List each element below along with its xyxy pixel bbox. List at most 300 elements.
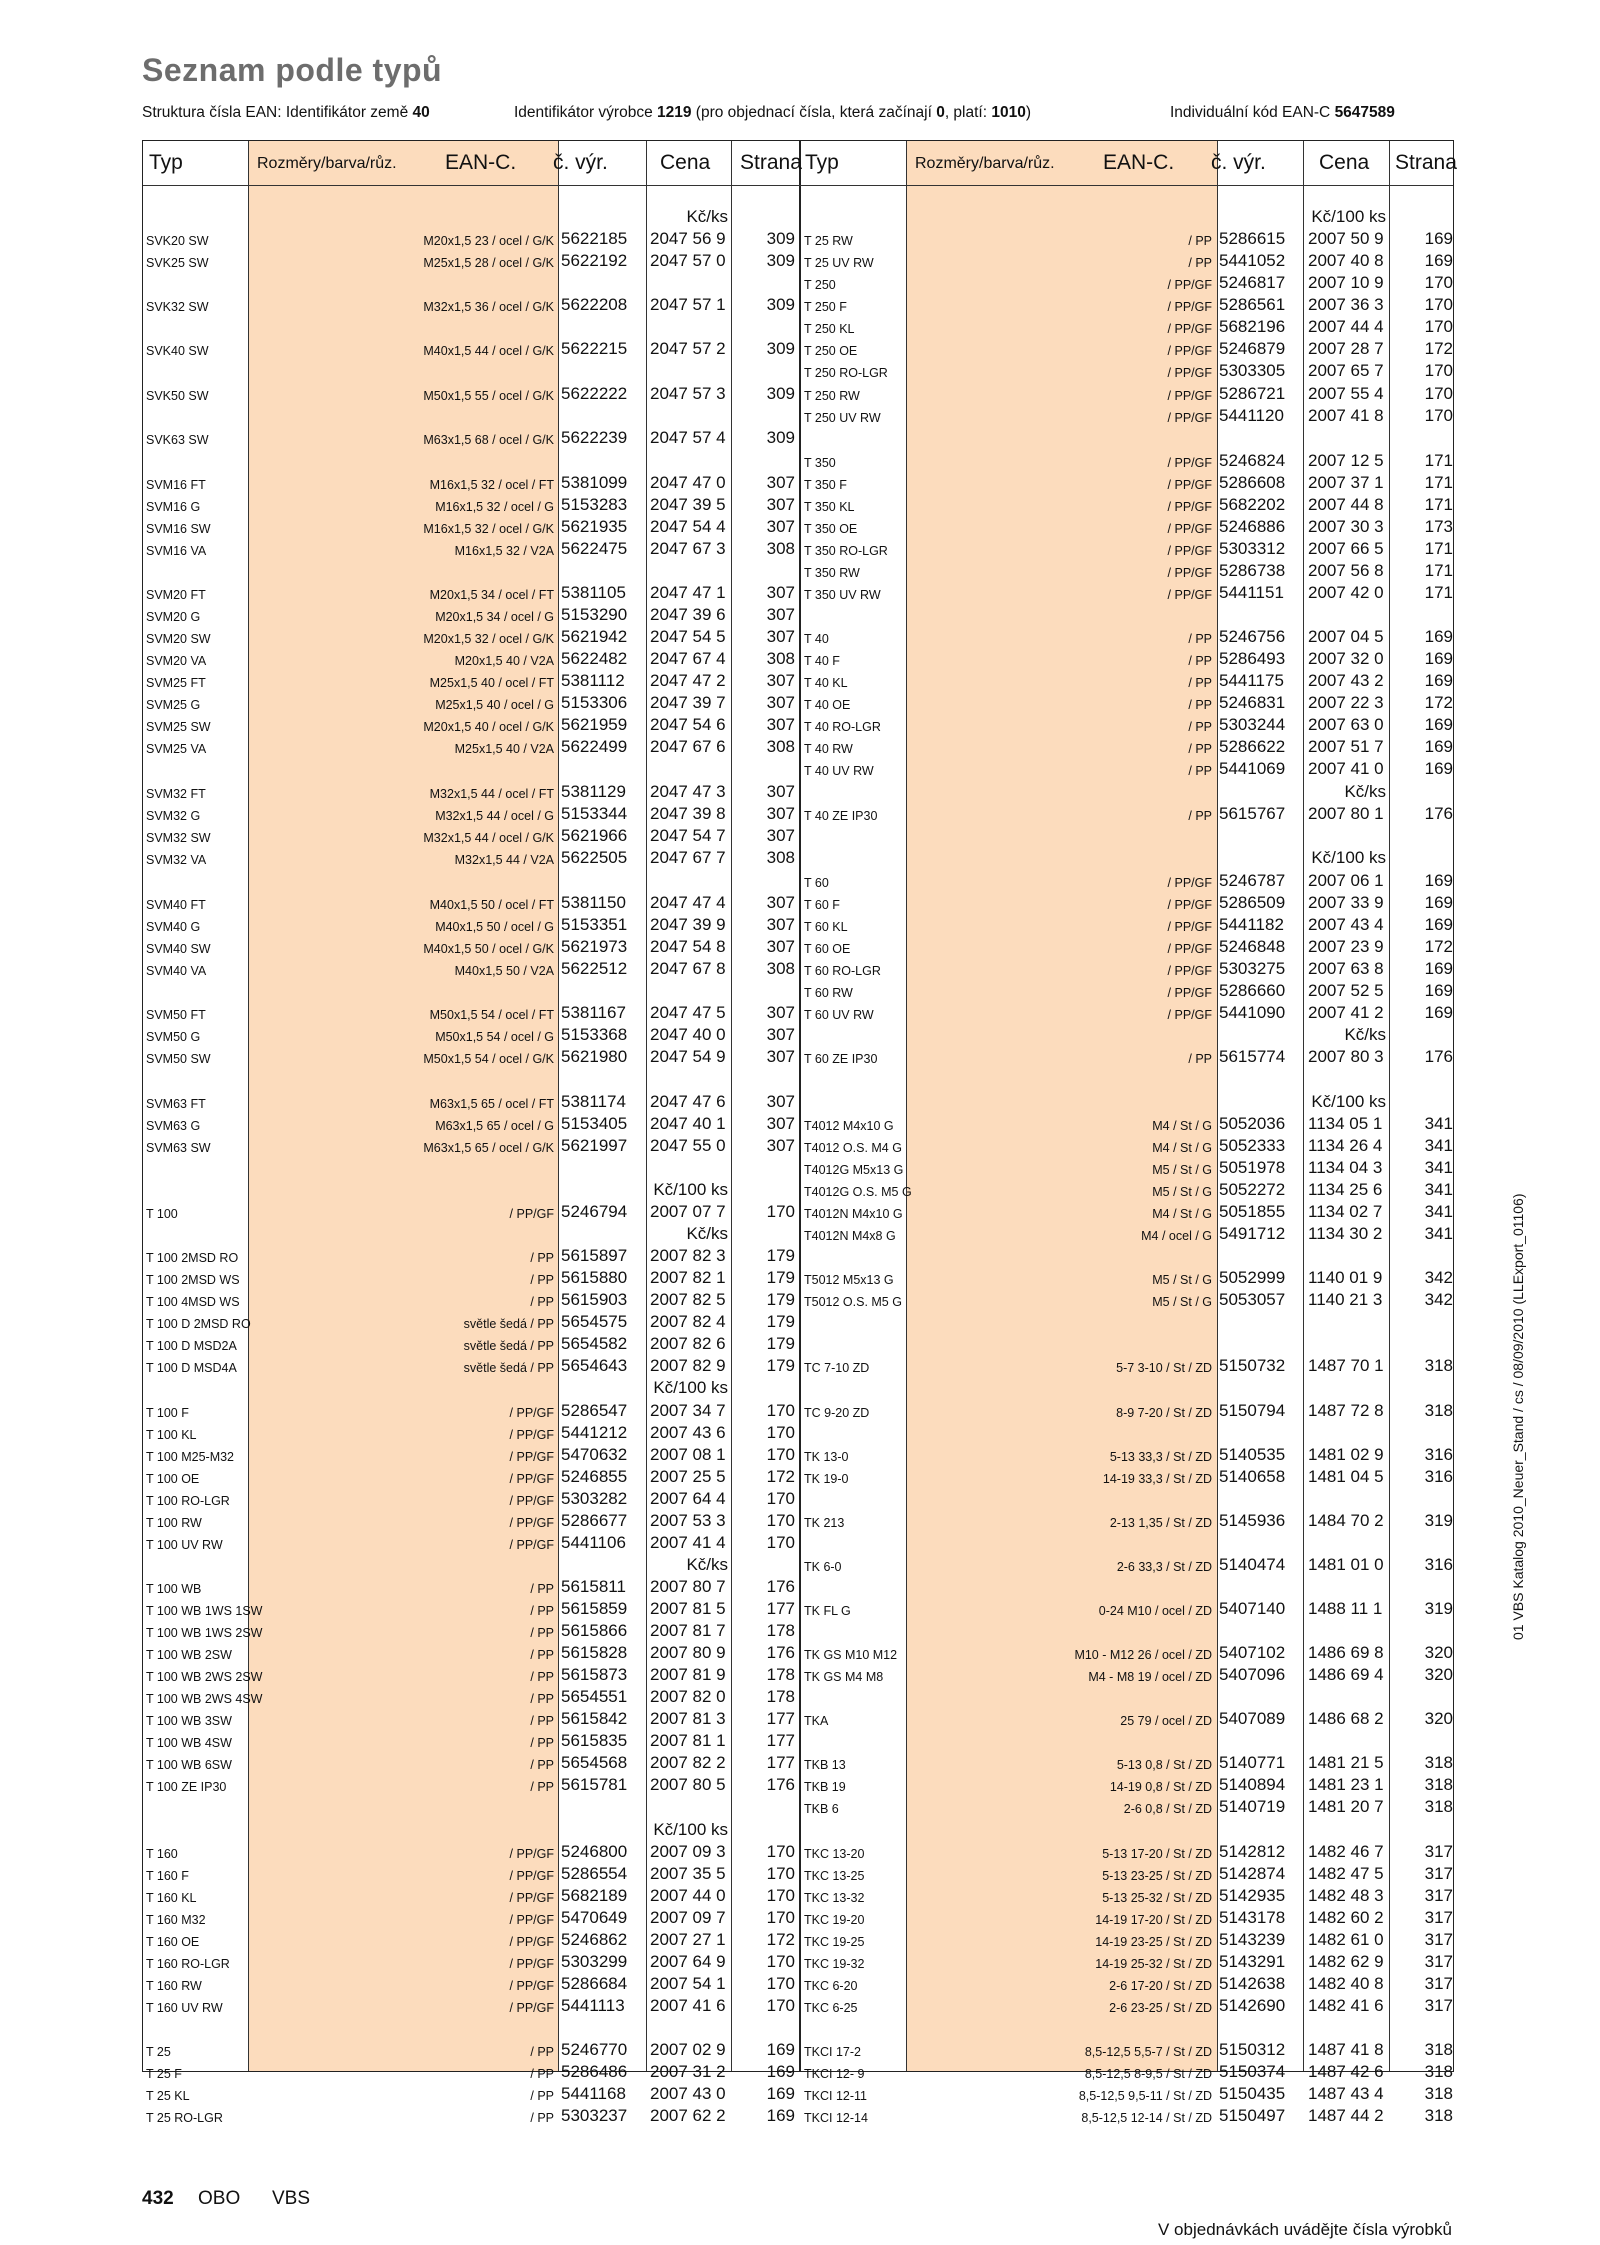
type-code: SVM16 VA [146, 543, 207, 558]
dimensions: / PP [1188, 631, 1212, 646]
catalog-page: 341 [1424, 1224, 1453, 1243]
catalog-page: 170 [1424, 361, 1453, 380]
catalog-page: 319 [1424, 1599, 1453, 1618]
brand-obo: OBO [198, 2188, 241, 2209]
article-number: 2047 39 8 [650, 804, 726, 823]
ean-structure-country: Struktura čísla EAN: Identifikátor země 40 [142, 104, 430, 121]
type-code: SVM32 VA [146, 852, 207, 867]
ean-code: 5407089 [1219, 1709, 1286, 1728]
dimensions: / PP/GF [1167, 565, 1212, 580]
catalog-page: 170 [766, 1533, 795, 1552]
article-number: 2007 43 4 [1308, 915, 1384, 934]
ean-code: 5153368 [561, 1025, 628, 1044]
article-number: 2007 41 6 [650, 1996, 726, 2015]
ean-code: 5140771 [1219, 1753, 1286, 1772]
catalog-page: 307 [766, 1025, 795, 1044]
dimensions: M32x1,5 44 / ocel / G/K [423, 830, 554, 845]
dimensions: / PP [530, 1294, 554, 1309]
dimensions: M5 / St / G [1152, 1294, 1212, 1309]
catalog-page: 169 [1424, 627, 1453, 646]
article-number: 1482 48 3 [1308, 1886, 1384, 1905]
price-unit: Kč/100 ks [653, 1180, 728, 1199]
catalog-page: 318 [1424, 2106, 1453, 2125]
type-code: SVM16 G [146, 499, 201, 514]
article-number: 2047 67 4 [650, 649, 726, 668]
dimensions: M25x1,5 40 / V2A [454, 741, 554, 756]
ean-code: 5246794 [561, 1202, 628, 1221]
header-strana-right: Strana [1395, 151, 1457, 174]
article-number: 1481 20 7 [1308, 1797, 1384, 1816]
header-ean-left: EAN-C. [445, 151, 517, 174]
article-number: 1134 25 6 [1308, 1180, 1383, 1199]
catalog-page: 169 [1424, 251, 1453, 270]
dimensions: M4 / St / G [1152, 1140, 1212, 1155]
type-code: TKB 19 [804, 1779, 846, 1794]
catalog-page: 307 [766, 782, 795, 801]
ean-code: 5621966 [561, 826, 628, 845]
article-number: 2047 54 5 [650, 627, 726, 646]
type-code: T 25 RO-LGR [146, 2110, 223, 2125]
ean-code: 5246886 [1219, 517, 1286, 536]
ean-code: 5381129 [561, 782, 626, 801]
type-code: T 100 WB 1WS 2SW [146, 1625, 263, 1640]
ean-code: 5654575 [561, 1312, 628, 1331]
dimensions: M32x1,5 36 / ocel / G/K [423, 299, 554, 314]
price-unit: Kč/ks [686, 207, 728, 226]
type-code: T 60 OE [804, 941, 851, 956]
article-number: 2047 57 2 [650, 339, 726, 358]
ean-code: 5381167 [561, 1003, 626, 1022]
dimensions: 14-19 23-25 / St / ZD [1095, 1934, 1212, 1949]
article-number: 1487 72 8 [1308, 1401, 1384, 1420]
article-number: 2007 07 7 [650, 1202, 726, 1221]
catalog-page: 318 [1424, 1401, 1453, 1420]
ean-code: 5654582 [561, 1334, 628, 1353]
article-number: 2047 39 6 [650, 605, 726, 624]
ean-code: 5654568 [561, 1753, 628, 1772]
ean-code: 5615880 [561, 1268, 628, 1287]
catalog-page: 171 [1424, 539, 1453, 558]
catalog-page: 341 [1424, 1202, 1453, 1221]
catalog-page: 170 [766, 1511, 795, 1530]
catalog-page: 171 [1424, 451, 1453, 470]
article-number: 2007 82 1 [650, 1268, 726, 1287]
catalog-page: 316 [1424, 1555, 1453, 1574]
ean-code: 5621935 [561, 517, 628, 536]
ean-code: 5153351 [561, 915, 628, 934]
ean-code: 5407096 [1219, 1665, 1286, 1684]
dimensions: / PP/GF [1167, 321, 1212, 336]
article-number: 2047 67 6 [650, 737, 726, 756]
article-number: 2047 67 3 [650, 539, 726, 558]
dimensions: / PP [1188, 741, 1212, 756]
catalog-page: 176 [766, 1775, 795, 1794]
type-code: T5012 M5x13 G [804, 1272, 894, 1287]
dimensions: / PP/GF [509, 1515, 554, 1530]
type-code: T 250 OE [804, 343, 858, 358]
article-number: 2007 08 1 [650, 1445, 726, 1464]
ean-code: 5286721 [1219, 384, 1286, 403]
type-code: T 250 UV RW [804, 410, 881, 425]
catalog-page: 170 [766, 1401, 795, 1420]
article-number: 2047 47 2 [650, 671, 726, 690]
type-code: T 250 RO-LGR [804, 365, 888, 380]
ean-code: 5246862 [561, 1930, 628, 1949]
catalog-page: 307 [766, 627, 795, 646]
type-code: T 250 RW [804, 388, 860, 403]
type-code: T 100 F [146, 1405, 189, 1420]
dimensions: M4 / ocel / G [1141, 1228, 1212, 1243]
dimensions: / PP [530, 1625, 554, 1640]
article-number: 2047 57 4 [650, 428, 726, 447]
catalog-page: 316 [1424, 1467, 1453, 1486]
type-code: T 25 UV RW [804, 255, 874, 270]
type-code: T 100 WB 6SW [146, 1757, 232, 1772]
dimensions: M20x1,5 40 / V2A [454, 653, 554, 668]
dimensions: / PP [530, 1713, 554, 1728]
ean-code: 5150312 [1219, 2040, 1286, 2059]
header-vyr-right: č. výr. [1211, 151, 1266, 174]
ean-code: 5145936 [1219, 1511, 1286, 1530]
dimensions: / PP/GF [509, 1978, 554, 1993]
article-number: 2007 34 7 [650, 1401, 726, 1420]
ean-code: 5622512 [561, 959, 628, 978]
header-cena-right: Cena [1319, 151, 1370, 174]
dimensions: / PP/GF [509, 1956, 554, 1971]
type-code: TK GS M10 M12 [804, 1647, 898, 1662]
ean-code: 5441151 [1219, 583, 1284, 602]
ean-code: 5153306 [561, 693, 628, 712]
article-number: 1488 11 1 [1308, 1599, 1383, 1618]
type-code: SVM40 G [146, 919, 201, 934]
ean-code: 5622505 [561, 848, 628, 867]
type-code: TKC 13-20 [804, 1846, 865, 1861]
article-number: 2007 80 7 [650, 1577, 726, 1596]
catalog-page: 172 [766, 1467, 795, 1486]
ean-code: 5286554 [561, 1864, 628, 1883]
ean-code: 5286493 [1219, 649, 1286, 668]
catalog-page: 342 [1424, 1268, 1453, 1287]
ean-code: 5615842 [561, 1709, 628, 1728]
ean-code: 5286509 [1219, 893, 1286, 912]
type-code: TKC 19-25 [804, 1934, 865, 1949]
ean-code: 5622499 [561, 737, 628, 756]
ean-code: 5682189 [561, 1886, 628, 1905]
article-number: 2007 09 3 [650, 1842, 726, 1861]
article-number: 2007 44 4 [1308, 317, 1384, 336]
catalog-page: 176 [1424, 804, 1453, 823]
article-number: 2047 47 4 [650, 893, 726, 912]
ean-code: 5286660 [1219, 981, 1286, 1000]
dimensions: / PP/GF [1167, 587, 1212, 602]
article-number: 1482 41 6 [1308, 1996, 1384, 2015]
article-number: 1481 01 0 [1308, 1555, 1384, 1574]
article-number: 2007 27 1 [650, 1930, 726, 1949]
ean-code: 5441120 [1219, 406, 1284, 425]
ean-code: 5621959 [561, 715, 628, 734]
dimensions: M5 / St / G [1152, 1184, 1212, 1199]
dimensions: 8,5-12,5 8-9,5 / St / ZD [1084, 2066, 1212, 2081]
type-code: T 160 F [146, 1868, 189, 1883]
dimensions: M4 / St / G [1152, 1206, 1212, 1221]
catalog-page: 317 [1424, 1952, 1453, 1971]
type-code: TKC 13-32 [804, 1890, 865, 1905]
type-code: T 40 RO-LGR [804, 719, 881, 734]
catalog-page: 178 [766, 1687, 795, 1706]
catalog-page: 307 [766, 473, 795, 492]
type-code: SVM63 SW [146, 1140, 211, 1155]
type-code: T 100 OE [146, 1471, 200, 1486]
article-number: 2007 54 1 [650, 1974, 726, 1993]
article-number: 2007 06 1 [1308, 871, 1384, 890]
ean-code: 5150435 [1219, 2084, 1286, 2103]
article-number: 1487 42 6 [1308, 2062, 1384, 2081]
article-number: 2007 81 1 [650, 1731, 726, 1750]
dimensions: / PP [530, 2066, 554, 2081]
ean-code: 5142812 [1219, 1842, 1286, 1861]
catalog-page: 307 [766, 1114, 795, 1133]
type-code: T 160 RW [146, 1978, 202, 1993]
dimensions: / PP/GF [1167, 365, 1212, 380]
type-code: SVM32 FT [146, 786, 206, 801]
article-number: 2047 47 3 [650, 782, 726, 801]
type-code: T 100 WB 4SW [146, 1735, 232, 1750]
dimensions: M40x1,5 50 / V2A [454, 963, 554, 978]
article-number: 2007 41 0 [1308, 759, 1384, 778]
header-typ-right: Typ [805, 151, 839, 174]
article-number: 2047 67 7 [650, 848, 726, 867]
article-number: 2047 39 7 [650, 693, 726, 712]
dimensions: / PP/GF [1167, 875, 1212, 890]
dimensions: / PP/GF [509, 2000, 554, 2015]
article-number: 2007 28 7 [1308, 339, 1384, 358]
dimensions: / PP [530, 1779, 554, 1794]
ean-code: 5441106 [561, 1533, 626, 1552]
ean-code: 5441090 [1219, 1003, 1286, 1022]
ean-code: 5615903 [561, 1290, 628, 1309]
type-code: T 350 UV RW [804, 587, 881, 602]
dimensions: M16x1,5 32 / ocel / G [435, 499, 554, 514]
ean-code: 5153405 [561, 1114, 628, 1133]
ean-code: 5441182 [1219, 915, 1284, 934]
price-unit: Kč/ks [1344, 782, 1386, 801]
ean-code: 5682202 [1219, 495, 1286, 514]
ean-code: 5246824 [1219, 451, 1286, 470]
catalog-page: 307 [766, 715, 795, 734]
ean-code: 5615767 [1219, 804, 1286, 823]
article-number: 2007 51 7 [1308, 737, 1384, 756]
ean-code: 5381105 [561, 583, 626, 602]
article-number: 2007 82 4 [650, 1312, 726, 1331]
ean-code: 5142690 [1219, 1996, 1286, 2015]
type-code: SVK25 SW [146, 255, 209, 270]
catalog-page: 172 [1424, 937, 1453, 956]
ean-code: 5153344 [561, 804, 628, 823]
ean-code: 5286738 [1219, 561, 1286, 580]
catalog-page: 317 [1424, 1996, 1453, 2015]
ean-code: 5470649 [561, 1908, 628, 1927]
article-number: 1134 04 3 [1308, 1158, 1383, 1177]
price-unit: Kč/100 ks [1311, 207, 1386, 226]
ean-code: 5246800 [561, 1842, 628, 1861]
catalog-page: 171 [1424, 473, 1453, 492]
type-code: T 160 OE [146, 1934, 200, 1949]
article-number: 2007 82 6 [650, 1334, 726, 1353]
article-number: 2007 23 9 [1308, 937, 1384, 956]
ean-code: 5140719 [1219, 1797, 1286, 1816]
article-number: 2007 81 5 [650, 1599, 726, 1618]
dimensions: / PP [1188, 653, 1212, 668]
catalog-page: 176 [766, 1643, 795, 1662]
dimensions: M32x1,5 44 / ocel / G [435, 808, 554, 823]
ean-code: 5303305 [1219, 361, 1286, 380]
ean-code: 5142935 [1219, 1886, 1286, 1905]
dimensions: / PP [530, 1250, 554, 1265]
type-code: T 100 UV RW [146, 1537, 223, 1552]
catalog-page: 170 [766, 1886, 795, 1905]
ean-code: 5654643 [561, 1356, 628, 1375]
type-code: T 100 WB 3SW [146, 1713, 232, 1728]
type-code: SVM25 G [146, 697, 201, 712]
ean-code: 5441212 [561, 1423, 628, 1442]
type-code: TKA [804, 1713, 829, 1728]
ean-code: 5622215 [561, 339, 628, 358]
catalog-page: 308 [766, 737, 795, 756]
catalog-page: 309 [766, 229, 795, 248]
type-code: T 60 KL [804, 919, 848, 934]
catalog-page: 169 [1424, 671, 1453, 690]
catalog-page: 308 [766, 848, 795, 867]
article-number: 2007 82 5 [650, 1290, 726, 1309]
dimensions: 2-13 1,35 / St / ZD [1109, 1515, 1212, 1530]
article-number: 2047 57 0 [650, 251, 726, 270]
catalog-page: 170 [1424, 273, 1453, 292]
ean-code: 5622239 [561, 428, 628, 447]
ean-code: 5622192 [561, 251, 628, 270]
type-code: T 60 [804, 875, 829, 890]
dimensions: 8-9 7-20 / St / ZD [1116, 1405, 1212, 1420]
type-code: TKC 6-25 [804, 2000, 858, 2015]
ean-code: 5143291 [1219, 1952, 1286, 1971]
catalog-page: 309 [766, 251, 795, 270]
ean-code: 5246787 [1219, 871, 1286, 890]
article-number: 2007 66 5 [1308, 539, 1384, 558]
article-number: 2047 39 9 [650, 915, 726, 934]
ean-code: 5441175 [1219, 671, 1284, 690]
type-code: TKCI 12-14 [804, 2110, 868, 2125]
ean-code: 5246770 [561, 2040, 628, 2059]
type-code: T 250 [804, 277, 836, 292]
article-number: 1487 70 1 [1308, 1356, 1384, 1375]
catalog-page: 172 [766, 1930, 795, 1949]
type-code: T 25 RW [804, 233, 853, 248]
ean-code: 5622475 [561, 539, 628, 558]
dimensions: 8,5-12,5 9,5-11 / St / ZD [1078, 2088, 1212, 2103]
type-code: T 350 F [804, 477, 847, 492]
dimensions: / PP/GF [1167, 919, 1212, 934]
catalog-page: 177 [766, 1753, 795, 1772]
dimensions: / PP/GF [509, 1427, 554, 1442]
catalog-page: 179 [766, 1290, 795, 1309]
type-code: T5012 O.S. M5 G [804, 1294, 902, 1309]
ean-structure-manufacturer: Identifikátor výrobce 1219 (pro objednací čísla, která začínají 0, platí: 1010) [514, 104, 1031, 121]
dimensions: / PP/GF [1167, 343, 1212, 358]
article-number: 2047 39 5 [650, 495, 726, 514]
article-number: 2007 40 8 [1308, 251, 1384, 270]
type-list-table [142, 140, 1457, 2125]
dimensions: M25x1,5 40 / ocel / FT [429, 675, 554, 690]
dimensions: / PP/GF [509, 1405, 554, 1420]
type-code: SVM25 VA [146, 741, 207, 756]
ean-code: 5051855 [1219, 1202, 1286, 1221]
dimensions: / PP [1188, 808, 1212, 823]
catalog-page: 341 [1424, 1158, 1453, 1177]
ean-code: 5286547 [561, 1401, 628, 1420]
ean-code: 5622208 [561, 295, 628, 314]
type-code: T 40 ZE IP30 [804, 808, 878, 823]
catalog-page: 170 [766, 1974, 795, 1993]
type-code: T 100 2MSD WS [146, 1272, 240, 1287]
ean-code: 5150497 [1219, 2106, 1286, 2125]
article-number: 1487 41 8 [1308, 2040, 1384, 2059]
catalog-page: 170 [766, 1489, 795, 1508]
dimensions: 8,5-12,5 5,5-7 / St / ZD [1084, 2044, 1212, 2059]
catalog-page: 169 [1424, 737, 1453, 756]
article-number: 2007 82 3 [650, 1246, 726, 1265]
type-code: T 250 F [804, 299, 847, 314]
type-code: SVM32 SW [146, 830, 211, 845]
catalog-page: 170 [766, 1842, 795, 1861]
dimensions: M63x1,5 65 / ocel / G [435, 1118, 554, 1133]
ean-code: 5140535 [1219, 1445, 1286, 1464]
dimensions: 5-7 3-10 / St / ZD [1116, 1360, 1212, 1375]
type-code: T 100 KL [146, 1427, 197, 1442]
type-code: T 100 D MSD2A [146, 1338, 237, 1353]
article-number: 2007 82 9 [650, 1356, 726, 1375]
ean-code: 5615828 [561, 1643, 628, 1662]
article-number: 2007 22 3 [1308, 693, 1384, 712]
catalog-page: 170 [766, 1908, 795, 1927]
article-number: 1487 44 2 [1308, 2106, 1384, 2125]
article-number: 2047 54 6 [650, 715, 726, 734]
catalog-page: 307 [766, 1047, 795, 1066]
type-code: SVM20 G [146, 609, 201, 624]
dimensions: M5 / St / G [1152, 1162, 1212, 1177]
article-number: 1134 05 1 [1308, 1114, 1383, 1133]
type-code: TKC 19-20 [804, 1912, 865, 1927]
ean-code: 5441052 [1219, 251, 1286, 270]
catalog-page: 320 [1424, 1665, 1453, 1684]
catalog-page: 178 [766, 1621, 795, 1640]
article-number: 1134 30 2 [1308, 1224, 1383, 1243]
article-number: 2007 43 6 [650, 1423, 726, 1442]
type-code: TC 7-10 ZD [804, 1360, 870, 1375]
ean-code: 5143178 [1219, 1908, 1286, 1927]
type-code: T 40 [804, 631, 829, 646]
catalog-page: 170 [766, 1423, 795, 1442]
ean-code: 5303312 [1219, 539, 1286, 558]
ean-code: 5615866 [561, 1621, 628, 1640]
ean-code: 5286622 [1219, 737, 1286, 756]
ean-code: 5286608 [1219, 473, 1286, 492]
catalog-page: 169 [766, 2084, 795, 2103]
ean-code: 5140894 [1219, 1775, 1286, 1794]
type-code: TK 13-0 [804, 1449, 849, 1464]
type-code: T 100 4MSD WS [146, 1294, 240, 1309]
article-number: 2007 64 9 [650, 1952, 726, 1971]
type-code: TK 213 [804, 1515, 845, 1530]
dimensions: M32x1,5 44 / ocel / FT [429, 786, 554, 801]
